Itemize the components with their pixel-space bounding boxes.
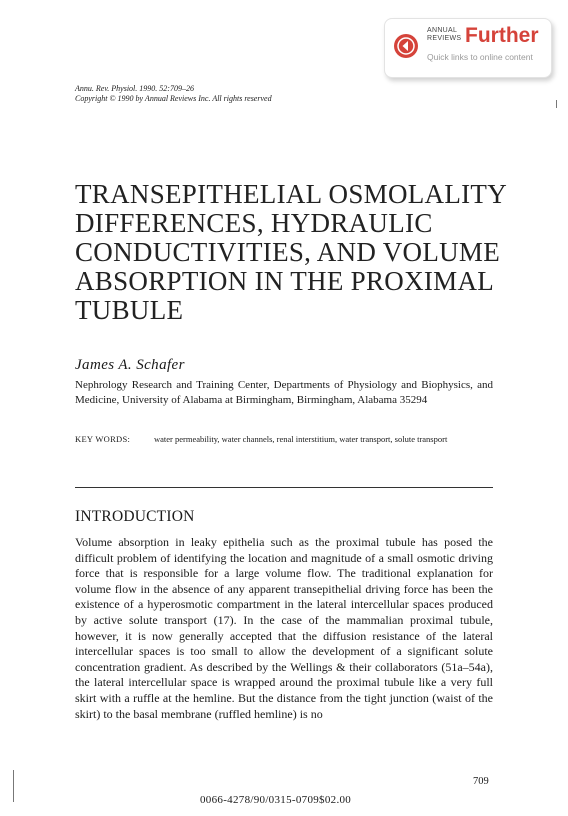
page-number: 709: [473, 776, 489, 787]
brand-logo-text: [427, 27, 461, 43]
further-label: Further: [465, 24, 539, 47]
section-divider: [75, 487, 493, 488]
title-line: DIFFERENCES, HYDRAULIC: [75, 208, 433, 238]
margin-mark: [556, 100, 557, 108]
key-words-list: water permeability, water channels, renal interstitium, water transport, solute transport: [154, 434, 448, 444]
title-line: CONDUCTIVITIES, AND VOLUME: [75, 237, 501, 267]
annual-reviews-further-banner[interactable]: [384, 18, 552, 78]
title-line: TUBULE: [75, 295, 184, 325]
back-arrow-icon: [393, 33, 419, 59]
brand-line-reviews: REVIEWS: [427, 35, 462, 42]
key-words-label: KEY WORDS:: [75, 434, 131, 444]
author-name: James A. Schafer: [75, 357, 185, 373]
title-line: TRANSEPITHELIAL OSMOLALITY: [75, 179, 508, 209]
section-heading: INTRODUCTION: [75, 508, 195, 525]
title-line: ABSORPTION IN THE PROXIMAL: [75, 266, 495, 296]
citation-journal: Annu. Rev. Physiol. 1990. 52:709–26: [75, 84, 194, 93]
author-affiliation: Nephrology Research and Training Center, Departments of Physiology and Biophysics, and Medicine, University of Alabama at Birmingham, Birmingham, Alabama 35294: [75, 379, 493, 406]
intro-paragraph: Volume absorption in leaky epithelia such as the proximal tubule has posed the difficult problem of identifying the location and magnitude of a small osmotic driving force that is responsible for a large volume flow. The traditional explanation for volume flow in the absence of any apparent transepithelial driving force has been the existence of a hyperosmotic compartment in the lateral intercellular spaces produced by active solute transport (17). In the case of the mammalian proximal tubule, however, it is now generally accepted that the diffusion resistance of the lateral intercellular spaces is too small to allow the development of a significant solute concentration gradient. As described by the Wellings & their collaborators (51a–54a), the lateral intercellular space is wrapped around the proximal tubule like a very full skirt with a ruffle at the hemline. But the distance from the tight junction (waist of the skirt) to the basal membrane (ruffled hemline) is no: [75, 535, 493, 721]
article-code: 0066-4278/90/0315-0709$02.00: [200, 794, 352, 806]
article-title: [75, 180, 507, 325]
journal-citation: [75, 84, 272, 104]
citation-copyright: Copyright © 1990 by Annual Reviews Inc. All rights reserved: [75, 94, 272, 103]
margin-mark: [13, 770, 14, 802]
brand-line-annual: ANNUAL: [427, 27, 458, 34]
quick-links-tagline: Quick links to online content: [427, 52, 533, 62]
